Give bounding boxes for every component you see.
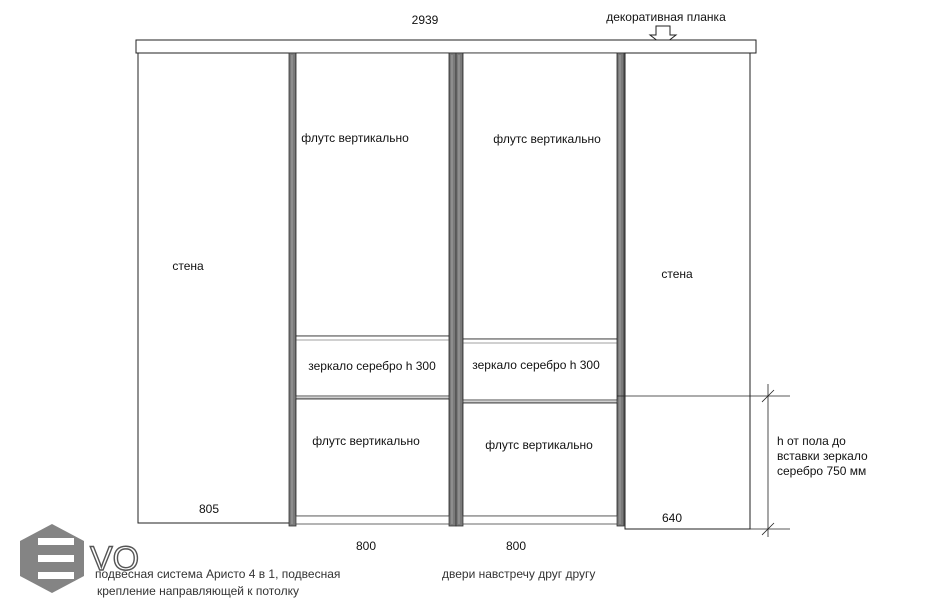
decorative-strip-label: декоративная планка [606,10,726,24]
mirror-height-note-line3: серебро 750 мм [777,464,867,478]
wall-right-label: стена [661,267,693,281]
door-left-bottom-panel [296,399,449,516]
mirror-height-note-line2: вставки зеркало [777,449,868,463]
overall-width-dimension: 2939 [411,13,439,27]
door-left-top-label: флутс вертикально [301,131,409,145]
decorative-strip [136,40,756,53]
wall-right [625,53,750,529]
door-left-bottom-label: флутс вертикально [312,434,420,448]
system-note-line2: крепление направляющей к потолку [97,584,299,598]
door-left-bottom-rail [296,516,449,524]
wall-left-width: 805 [198,502,220,516]
door-right-top-label: флутс вертикально [493,132,601,146]
door-left-top-panel [296,53,449,336]
wall-right-width: 640 [661,511,683,525]
doors-direction-note: двери навстречу друг другу [442,567,596,581]
evo-logo-text: VO [90,540,140,578]
door-right-width: 800 [505,539,527,553]
mirror-height-note-line1: h от пола до [777,434,846,448]
system-note-line1: подвесная система Аристо 4 в 1, подвесная [95,567,341,581]
wall-left [138,53,290,523]
door-right-top-panel [463,53,617,339]
evo-logo [20,524,139,593]
door-left-mirror-label: зеркало серебро h 300 [308,359,436,373]
door-right-mirror-label: зеркало серебро h 300 [472,358,600,372]
door-right-bottom-label: флутс вертикально [485,438,593,452]
door-right-bottom-panel [463,403,617,516]
door-left-width: 800 [355,539,377,553]
door-right-bottom-rail [463,516,617,524]
wall-left-label: стена [172,259,204,273]
